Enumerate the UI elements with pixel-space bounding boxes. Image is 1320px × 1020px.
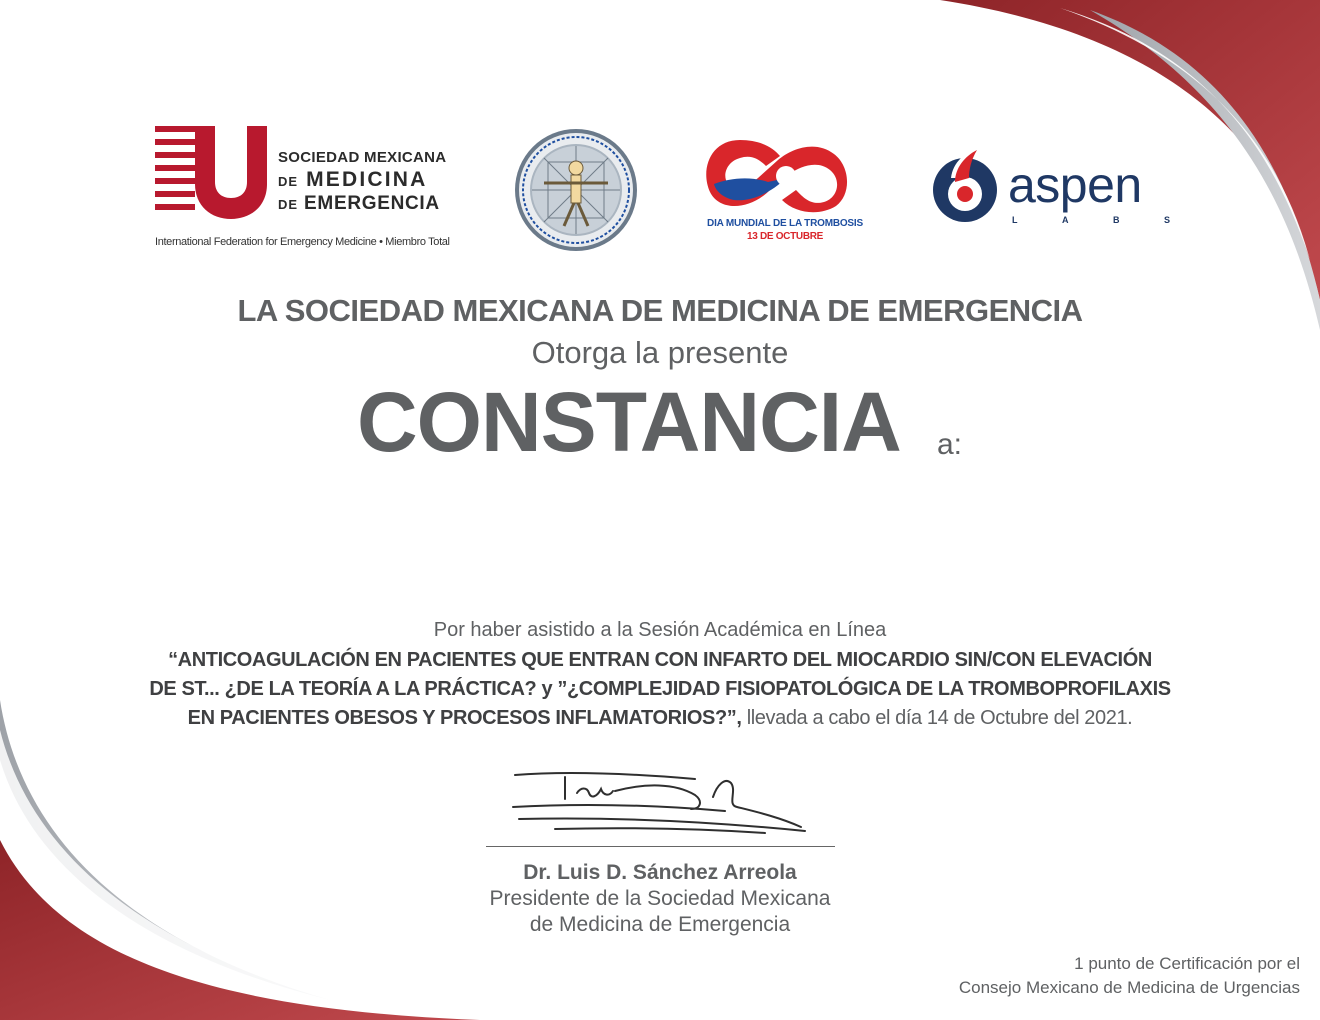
aspen-wordmark: aspen	[1008, 157, 1142, 213]
smme-logo-icon	[155, 126, 270, 221]
certificate-title: LA SOCIEDAD MEXICANA DE MEDICINA DE EMERGENCIA	[237, 293, 1083, 328]
signer-role	[0, 886, 1320, 938]
certification-note	[959, 952, 1300, 1000]
smme-line3-prefix: DE	[278, 197, 299, 212]
smme-line2-word: MEDICINA	[306, 168, 428, 191]
signature-line	[486, 846, 835, 847]
aspen-logo-icon	[931, 148, 999, 224]
aspen-labs-letters	[1012, 215, 1170, 225]
certificate-heading-suffix: a:	[937, 428, 963, 461]
trombosis-day-line2: 13 DE OCTUBRE	[746, 231, 824, 242]
signer-role-line2: de Medicina de Emergencia	[529, 913, 791, 936]
event-date: llevada a cabo el día 14 de Octubre del 2021.	[741, 707, 1133, 729]
aspen-labs-letter: S	[1163, 215, 1170, 225]
aspen-labs-letter: A	[1061, 215, 1069, 225]
certification-line2: Consejo Mexicano de Medicina de Urgencias	[958, 978, 1300, 997]
event-intro: Por haber asistido a la Sesión Académica en Línea	[433, 619, 887, 641]
smme-line2-prefix: DE	[278, 174, 299, 189]
smme-line1: SOCIEDAD MEXICANA	[278, 149, 447, 166]
smme-subtitle: International Federation for Emergency Medicine • Miembro Total	[155, 236, 450, 248]
smme-line3-word: EMERGENCIA	[304, 193, 440, 214]
trombosis-day-logo-icon	[700, 130, 850, 215]
event-title-line: EN PACIENTES OBESOS Y PROCESOS INFLAMATORIOS?”,	[187, 707, 742, 729]
certificate-heading: CONSTANCIA	[357, 375, 901, 469]
vitruvian-seal-icon	[514, 128, 638, 252]
handwritten-signature	[505, 765, 815, 840]
event-title	[100, 646, 1220, 733]
certification-line1: 1 punto de Certificación por el	[1074, 954, 1300, 973]
smme-logo-text	[278, 150, 446, 213]
event-title-line: DE ST... ¿DE LA TEORÍA A LA PRÁCTICA? y ”¿COMPLEJIDAD FISIOPATOLÓGICA DE LA TROMBOPROFILAXIS	[149, 678, 1171, 700]
aspen-labs-letter: B	[1112, 215, 1120, 225]
signer-name: Dr. Luis D. Sánchez Arreola	[523, 861, 797, 884]
signer-role-line1: Presidente de la Sociedad Mexicana	[489, 887, 831, 910]
trombosis-day-line1: DIA MUNDIAL DE LA TROMBOSIS	[707, 218, 863, 229]
event-title-line: “ANTICOAGULACIÓN EN PACIENTES QUE ENTRAN CON INFARTO DEL MIOCARDIO SIN/CON ELEVACIÓN	[168, 649, 1152, 671]
aspen-labs-letter: L	[1012, 215, 1018, 225]
certificate-subtitle: Otorga la presente	[531, 335, 789, 370]
